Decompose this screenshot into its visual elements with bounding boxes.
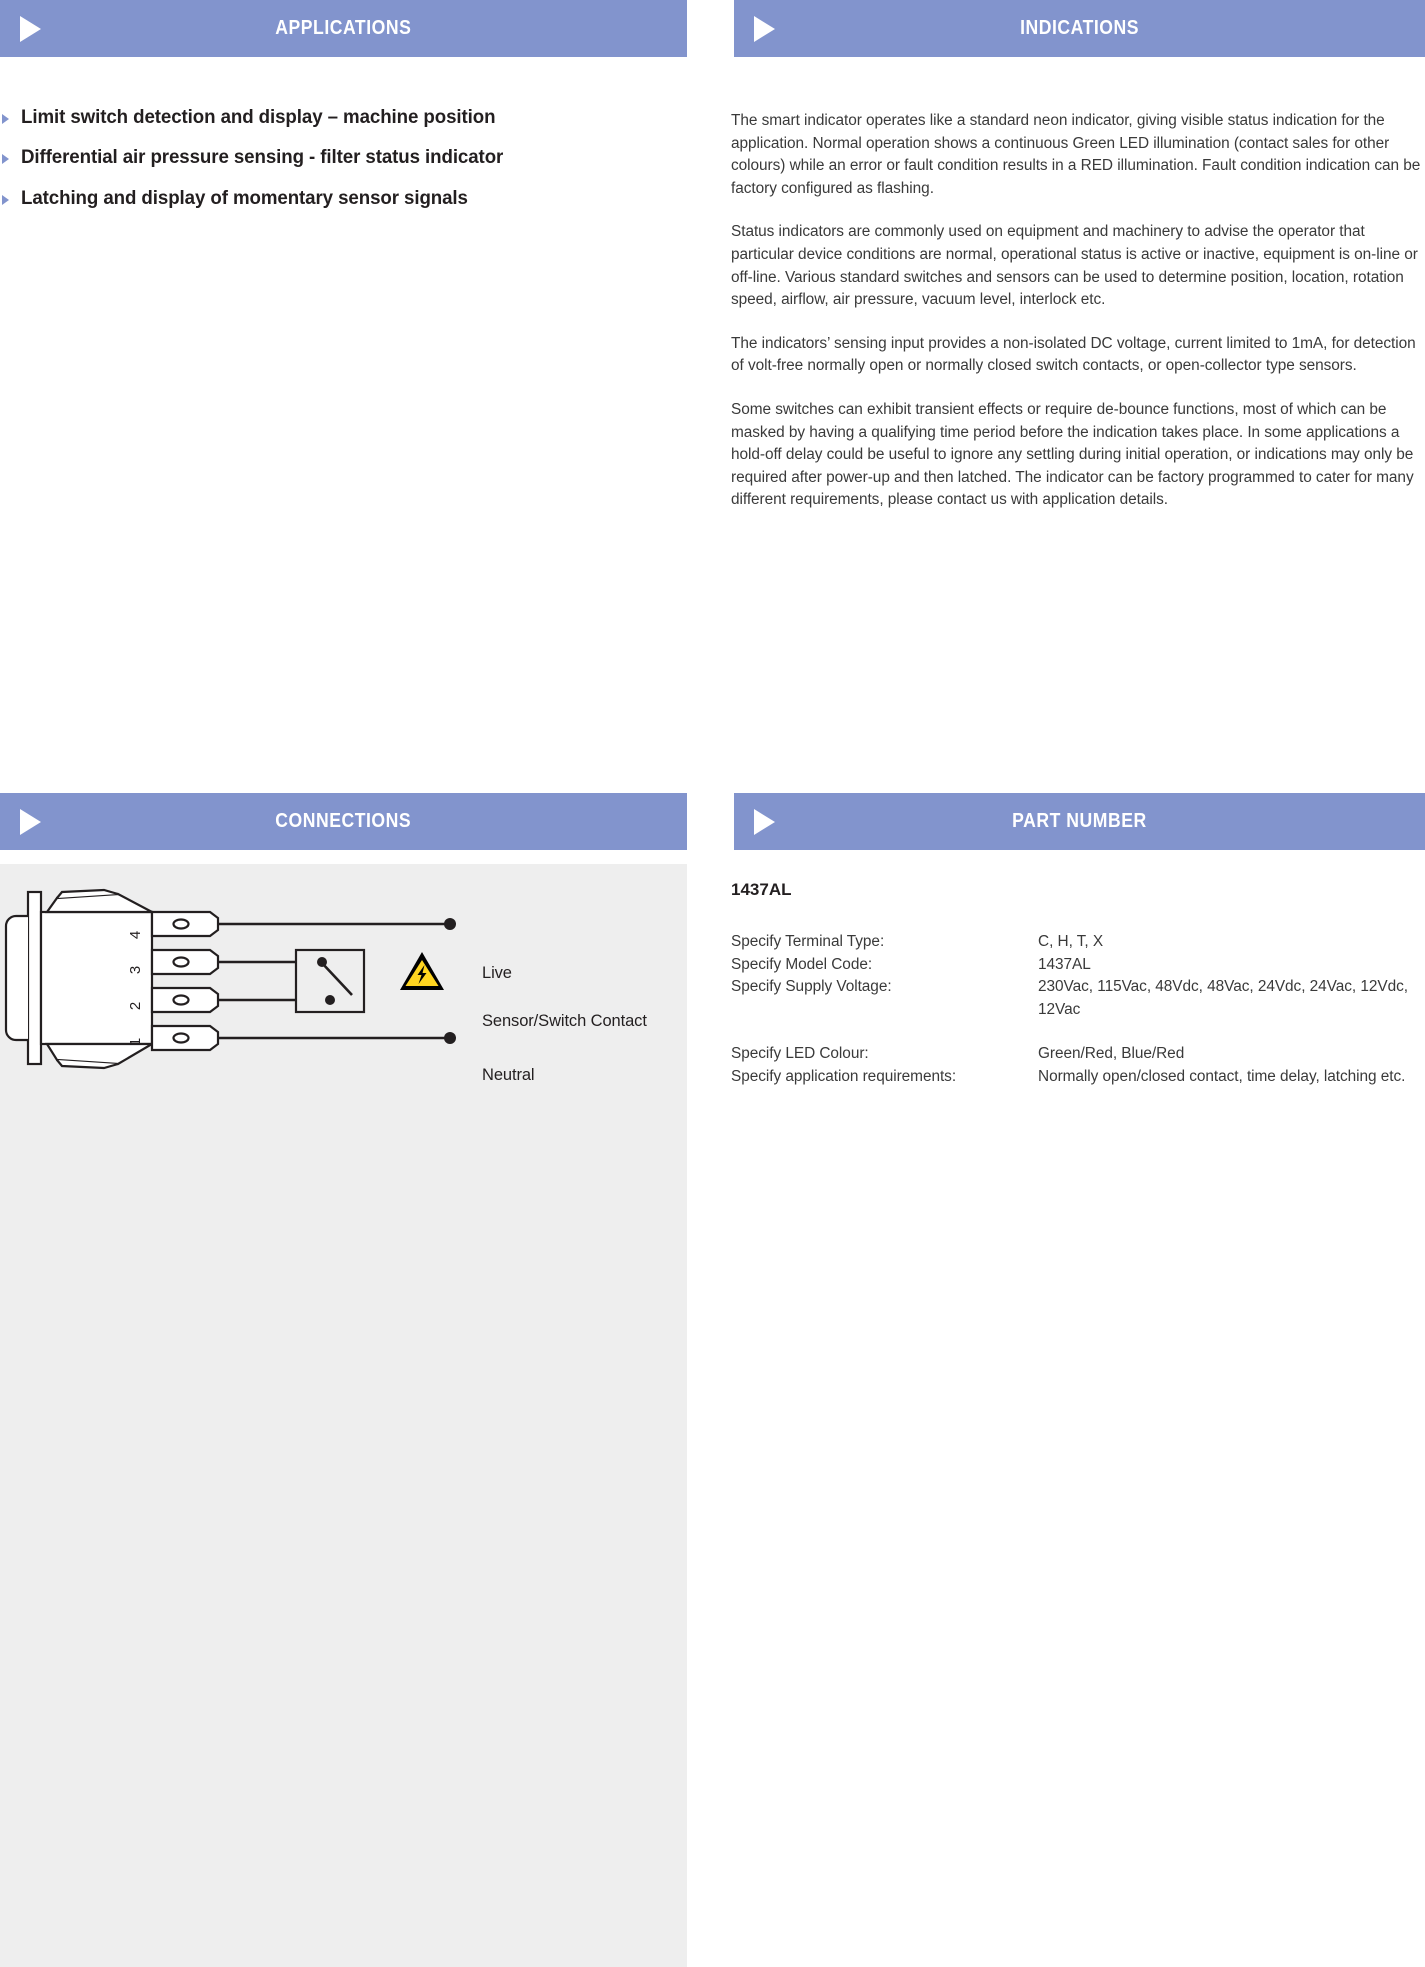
wiring-diagram xyxy=(0,864,687,1104)
part-number-code: 1437AL xyxy=(731,880,792,899)
play-triangle-icon xyxy=(754,809,775,835)
terminal-number-1: 1 xyxy=(127,1037,144,1047)
spec-value: Green/Red, Blue/Red xyxy=(1038,1045,1185,1063)
play-triangle-icon xyxy=(20,809,41,835)
spec-label: Specify Terminal Type: xyxy=(731,933,885,950)
spec-row-supply-voltage xyxy=(731,976,1425,1021)
spec-value: C, H, T, X xyxy=(1038,933,1104,950)
spec-label: Specify Model Code: xyxy=(731,955,873,973)
indications-paragraph: Status indicators are commonly used on equipment and machinery to advise the operator that particular device conditions are normal, operational status is active or inactive, equipment is on-line or off-line. Various standard switches and sensors can be used to determine position, location, rotation speed, airflow, air pressure, vacuum level, interlock etc. xyxy=(731,223,1418,309)
spade-terminal-2 xyxy=(152,988,218,1012)
application-bullet-text: Limit switch detection and display – machine position xyxy=(21,106,496,128)
wire-label-neutral: Neutral xyxy=(482,1066,535,1084)
section-header-indications xyxy=(734,0,1425,57)
part-number-block xyxy=(731,880,1425,1089)
spade-terminal-4 xyxy=(152,912,218,936)
section-header-part-number xyxy=(734,793,1425,850)
spec-row-led-colour xyxy=(731,1043,1425,1066)
node-dot-neutral xyxy=(444,1032,456,1044)
node-dot-live xyxy=(444,918,456,930)
spade-terminal-3 xyxy=(152,950,218,974)
switch-contact-symbol xyxy=(296,950,364,1012)
application-bullet-text: Latching and display of momentary sensor signals xyxy=(21,186,468,209)
play-triangle-icon xyxy=(754,16,775,42)
bullet-triangle-icon xyxy=(2,154,9,164)
section-header-applications xyxy=(0,0,687,57)
section-title-connections: CONNECTIONS xyxy=(275,810,412,832)
bullet-triangle-icon xyxy=(2,114,9,124)
spacer xyxy=(731,1021,1425,1043)
play-triangle-icon xyxy=(20,16,41,42)
terminal-number-2: 2 xyxy=(127,1001,144,1011)
list-item xyxy=(0,105,687,129)
spec-row-application-requirements xyxy=(731,1066,1425,1089)
section-title-applications: APPLICATIONS xyxy=(275,17,412,39)
spec-value: Normally open/closed contact, time delay, latching etc. xyxy=(1038,1067,1406,1085)
application-bullet-text: Differential air pressure sensing - filter status indicator xyxy=(21,146,504,169)
indications-text-block xyxy=(731,110,1425,533)
spec-label: Specify LED Colour: xyxy=(731,1045,869,1063)
wire-label-live: Live xyxy=(482,964,512,982)
list-item xyxy=(0,145,687,169)
spec-row-model-code xyxy=(731,954,1425,977)
terminal-group xyxy=(152,912,218,1050)
spec-label: Specify Supply Voltage: xyxy=(731,978,892,996)
spade-terminal-1 xyxy=(152,1026,218,1050)
list-item xyxy=(0,186,687,210)
indications-paragraph: The smart indicator operates like a standard neon indicator, giving visible status indication for the application. Normal operation shows a continuous Green LED illumination (contact sales for other colours) while an error or fault condition results in a RED illumination. Fault condition indication can be factory configured as flashing. xyxy=(731,112,1421,197)
section-header-connections xyxy=(0,793,687,850)
section-title-part-number: PART NUMBER xyxy=(1012,810,1147,832)
bullet-triangle-icon xyxy=(2,195,9,205)
indications-paragraph: The indicators’ sensing input provides a non-isolated DC voltage, current limited to 1mA, for detection of volt-free normally open or normally closed switch contacts, or open-collector type sensors. xyxy=(731,334,1416,375)
spec-value: 230Vac, 115Vac, 48Vdc, 48Vac, 24Vdc, 24Vac, 12Vdc, 12Vac xyxy=(1038,978,1408,1018)
indications-paragraph: Some switches can exhibit transient effects or require de-bounce functions, most of which can be masked by having a qualifying time period before the indication takes place. In some applications a hold-off delay could be useful to ignore any settling during initial operation, or indications may only be required after power-up and then latched. The indicator can be factory programmed to cater for many different requirements, please contact us with application details. xyxy=(731,400,1414,509)
wire-label-sensor: Sensor/Switch Contact xyxy=(482,1012,647,1030)
terminal-number-4: 4 xyxy=(127,930,144,940)
section-title-indications: INDICATIONS xyxy=(1020,17,1139,39)
terminal-number-3: 3 xyxy=(127,965,144,975)
spec-row-terminal-type xyxy=(731,931,1425,954)
electrical-hazard-icon xyxy=(400,952,444,990)
spec-label: Specify application requirements: xyxy=(731,1067,957,1085)
spec-value: 1437AL xyxy=(1038,955,1091,973)
applications-list xyxy=(0,105,687,226)
